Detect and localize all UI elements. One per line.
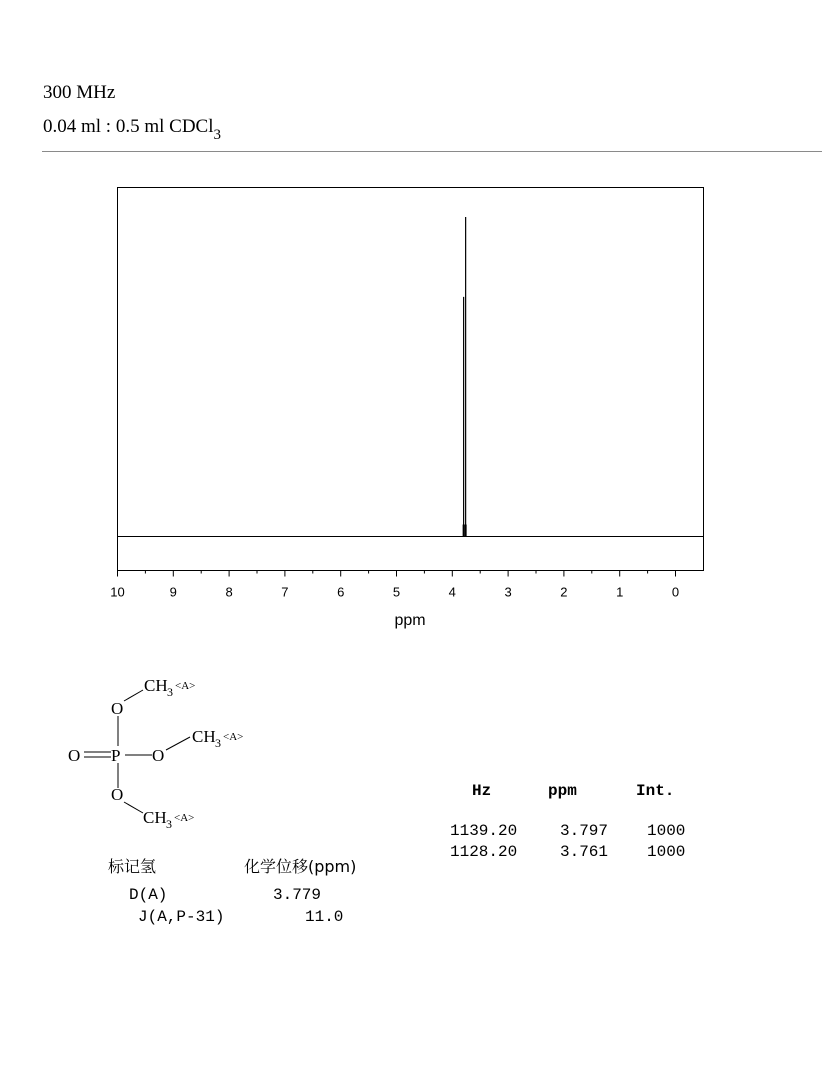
peak-ppm-value: 3.797 [560, 822, 609, 840]
ch3-top-label: <A> [175, 680, 196, 692]
atom-p: P [111, 746, 121, 765]
atom-o-double: O [68, 746, 81, 765]
atom-ch3-bottom: CH [143, 808, 167, 827]
x-tick-label: 10 [110, 584, 125, 600]
x-axis-ticks [110, 571, 679, 600]
shift-row-value: 11.0 [305, 908, 344, 926]
peak-header-ppm: ppm [548, 782, 577, 800]
peak-header-hz: Hz [472, 782, 492, 800]
x-tick-label: 8 [225, 584, 233, 600]
plot-frame [118, 188, 704, 537]
x-tick-label: 2 [560, 584, 568, 600]
x-tick-label: 7 [281, 584, 289, 600]
peak-int-value: 1000 [647, 822, 686, 840]
atom-o-right: O [152, 746, 165, 765]
x-tick-label: 9 [169, 584, 177, 600]
peak-hz-value: 1139.20 [450, 822, 518, 840]
ch3-bottom-subscript: 3 [166, 817, 172, 831]
x-tick-label: 5 [392, 584, 401, 600]
bond-o-ch3-bottom [124, 802, 143, 813]
shift-row-label: J(A,P-31) [138, 908, 225, 926]
x-tick-label: 0 [671, 584, 680, 600]
sample-subscript: 3 [213, 127, 221, 143]
atom-o-top: O [111, 699, 124, 718]
spectrum-peaks [464, 217, 466, 537]
shift-row-value: 3.779 [273, 886, 322, 904]
label-column-header: 标记氢 [108, 857, 157, 876]
atom-ch3-right: CH [192, 727, 216, 746]
peak-hz-value: 1128.20 [450, 843, 518, 861]
shift-row-label: D(A) [129, 886, 168, 904]
ch3-right-subscript: 3 [215, 736, 221, 750]
x-tick-label: 1 [616, 584, 624, 600]
peak-header-int: Int. [636, 782, 675, 800]
x-tick-label: 3 [504, 584, 512, 600]
atom-o-bottom: O [111, 785, 124, 804]
ch3-right-label: <A> [223, 731, 244, 743]
shift-column-header: 化学位移(ppm) [244, 857, 357, 876]
x-tick-label: 6 [337, 584, 345, 600]
spectrometer-frequency: 300 MHz [43, 82, 116, 103]
ch3-top-subscript: 3 [167, 685, 173, 699]
x-tick-label: 4 [448, 584, 456, 600]
bond-o-ch3-right [166, 737, 190, 750]
baseline-strip [118, 537, 704, 571]
sample-text: 0.04 ml : 0.5 ml CDCl [43, 116, 214, 137]
peak-int-value: 1000 [647, 843, 686, 861]
atom-ch3-top: CH [144, 676, 168, 695]
ch3-bottom-label: <A> [174, 812, 195, 824]
bond-o-ch3-top [124, 690, 143, 701]
peak-ppm-value: 3.761 [560, 843, 609, 861]
x-axis-title: ppm [394, 612, 426, 629]
